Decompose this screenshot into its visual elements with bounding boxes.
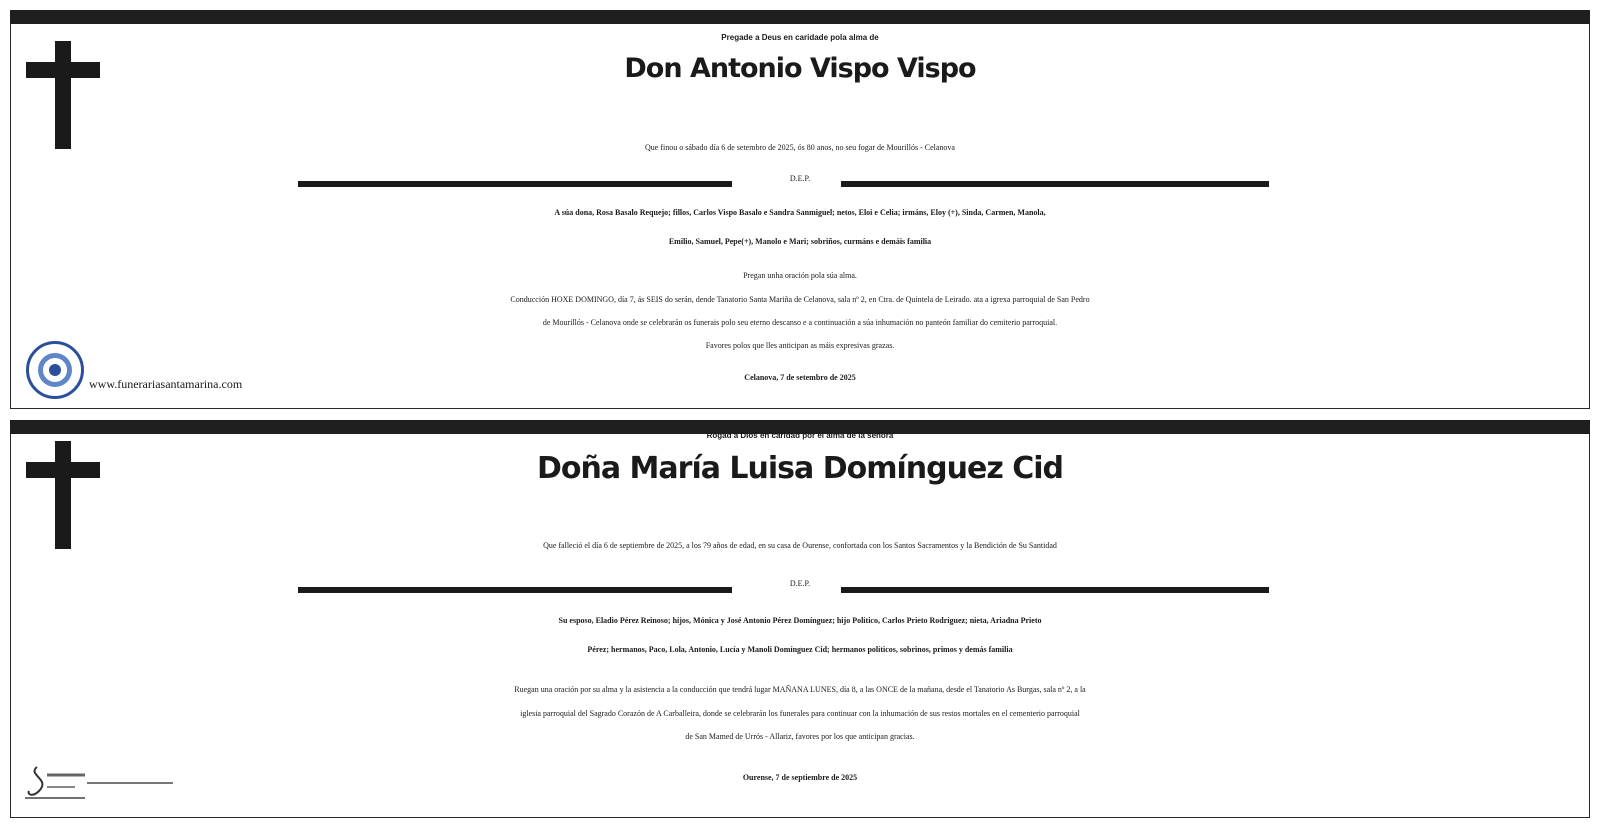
divider-right [841,181,1269,187]
closing-line: Ourense, 7 de septiembre de 2025 [742,773,858,782]
death-line: Que falleció el día 6 de septiembre de 2025, a los 79 años de edad, en su casa de Ourense, confortada con los Santos Sacramentos y la Bendición de Su Santidad [543,541,1057,550]
top-border-bar [10,10,1590,24]
family-line-2: Emilio, Samuel, Pepe(+), Manolo e Mari; sobriños, curmáns e demáis familia [668,237,932,246]
intro-line: Rogad a Dios en caridad por el alma de la señora [706,431,894,440]
closing-line: Celanova, 7 de setembro de 2025 [744,373,856,382]
death-line: Que finou o sábado día 6 de setembro de 2025, ós 80 anos, no seu fogar de Mourillós - Celanova [645,143,955,152]
family-line-2: Pérez; hermanos, Paco, Lola, Antonio, Lucía y Manoli Domínguez Cid; hermanos políticos, sobrinos, primos y demás familia [587,645,1013,654]
dep-label: D.E.P. [789,174,811,183]
deceased-name: Don Antonio Vispo Vispo [624,53,976,84]
body-line-1: Ruegan una oración por su alma y la asistencia a la conducción que tendrá lugar MAÑANA LUNES, día 8, a las ONCE de la mañana, desde el Tanatorio As Burgas, sala nº 2, a la [514,685,1086,694]
divider-right [841,587,1269,593]
obituary-notice-1 [10,10,1590,409]
intro-line: Pregade a Deus en caridade pola alma de [721,33,879,42]
body-line-3: de Mourillós - Celanova onde se celebrarán os funerais polo seu eterno descanso e a continuación a súa inhumación no panteón familiar do cemiterio parroquial. [542,318,1058,327]
funeral-home-seal-icon [26,341,84,399]
body-line-2: iglesia parroquial del Sagrado Corazón de A Carballeira, donde se celebrarán los funerales para continuar con la inhumación de sus restos mortales en el cementerio parroquial [520,709,1080,718]
body-line-3: de San Mamed de Urrós - Allariz, favores por los que anticipan gracias. [685,732,915,741]
obituary-notice-2 [10,420,1590,818]
dep-label: D.E.P. [789,579,811,588]
deceased-name: Doña María Luisa Domínguez Cid [537,451,1063,486]
body-line-4: Favores polos que lles anticipan as máis expresivas grazas. [705,341,895,350]
body-line-2: Conducción HOXE DOMINGO, día 7, ás SEIS do serán, dende Tanatorio Santa Mariña de Celanova, sala nº 2, en Ctra. de Quintela de Leirado. ata a igrexa parroquial de San Pedro [510,295,1090,304]
family-line-1: Su esposo, Eladio Pérez Reinoso; hijos, Mónica y José Antonio Pérez Domínguez; hijo Político, Carlos Prieto Rodríguez; nieta, Ariadna Prieto [558,616,1042,625]
website-link[interactable]: www.funerariasantamarina.com [89,377,243,391]
body-line-1: Pregan unha oración pola súa alma. [743,271,857,280]
family-line-1: A súa dona, Rosa Basalo Requejo; fillos, Carlos Vispo Basalo e Sandra Sanmiguel; netos, Eloi e Celia; irmáns, Eloy (+), Sinda, Carmen, Manola, [554,208,1046,217]
